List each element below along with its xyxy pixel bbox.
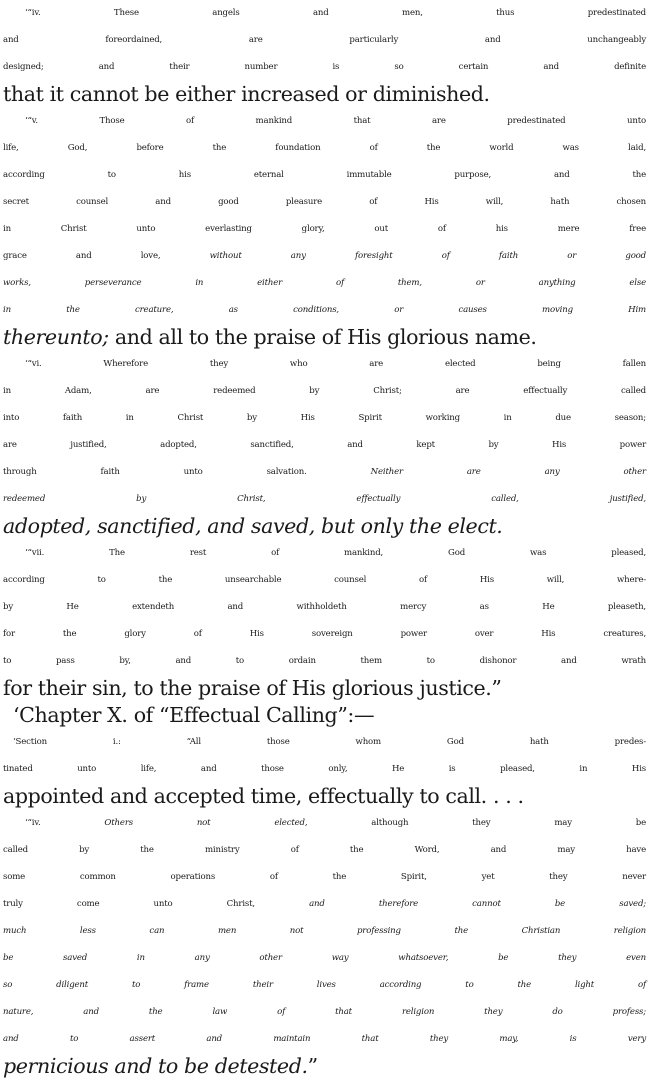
text-segment: secret counsel and good pleasure of His will, hath chosen	[3, 197, 646, 207]
text-line	[3, 811, 646, 835]
text-segment: through faith unto salvation.	[3, 467, 371, 477]
text-line	[3, 433, 646, 457]
text-segment-italic: without any foresight of faith or good	[209, 251, 646, 261]
text-segment: and all to the praise of His glorious name.	[108, 325, 537, 349]
text-segment: that it cannot be either increased or diminished.	[3, 82, 490, 106]
text-segment-italic: pernicious and to be detested.	[3, 1054, 308, 1078]
text-line	[3, 568, 646, 592]
text-segment: ‘“v. Those of mankind that are predestinated unto	[25, 116, 646, 126]
text-line	[3, 730, 646, 754]
text-segment-italic: thereunto;	[3, 325, 109, 349]
text-segment: for their sin, to the praise of His glorious justice.”	[3, 676, 502, 700]
text-line	[3, 703, 646, 727]
text-segment: some common operations of the Spirit, yet they never	[3, 872, 646, 882]
text-segment-italic: so diligent to frame their lives according to the light of	[3, 980, 646, 990]
text-segment: according to his eternal immutable purpose, and the	[3, 170, 646, 180]
text-segment: into faith in Christ by His Spirit working in due season;	[3, 413, 646, 423]
text-segment: ‘“iv.	[25, 818, 105, 828]
text-line	[3, 757, 646, 781]
text-line	[3, 622, 646, 646]
text-segment: ‘“iv. These angels and men, thus predestinated	[25, 8, 646, 18]
text-segment-italic: much less can men not professing the Christian religion	[3, 926, 646, 936]
text-line	[3, 460, 646, 484]
text-line	[3, 649, 646, 673]
text-line	[3, 82, 646, 106]
text-segment: although they may be	[307, 818, 647, 828]
text-segment: ‘Section i.: “All those whom God hath predes-	[13, 737, 646, 747]
text-line	[3, 838, 646, 862]
text-line	[3, 892, 646, 916]
text-segment-italic: works, perseverance in either of them, or anything else	[3, 278, 646, 288]
text-line	[3, 1000, 646, 1024]
text-line	[3, 406, 646, 430]
text-segment-italic: Others not elected,	[104, 818, 308, 828]
text-segment-italic: and therefore cannot be saved;	[309, 899, 647, 909]
text-segment: in Adam, are redeemed by Christ; are effectually called	[3, 386, 646, 396]
text-segment-italic: nature, and the law of that religion they do profess;	[3, 1007, 646, 1017]
text-line	[3, 325, 646, 349]
text-line	[3, 865, 646, 889]
text-line	[3, 1027, 646, 1051]
text-line	[3, 379, 646, 403]
text-line	[3, 217, 646, 241]
text-segment: grace and love,	[3, 251, 210, 261]
text-line	[3, 946, 646, 970]
text-segment: appointed and accepted time, effectually to call. . . .	[3, 784, 524, 808]
text-segment: according to the unsearchable counsel of His will, where-	[3, 575, 646, 585]
text-segment: ‘Chapter X. of “Effectual Calling”:—	[13, 703, 375, 727]
text-segment: in Christ unto everlasting glory, out of his mere free	[3, 224, 646, 234]
text-line	[3, 973, 646, 997]
text-line	[3, 676, 646, 700]
text-line	[3, 244, 646, 268]
text-line	[3, 271, 646, 295]
text-segment: ”	[307, 1054, 318, 1078]
text-line	[3, 919, 646, 943]
text-segment-italic: and to assert and maintain that they may, is very	[3, 1034, 646, 1044]
text-line	[3, 352, 646, 376]
text-line	[3, 1054, 646, 1078]
text-line	[3, 55, 646, 79]
text-segment: and foreordained, are particularly and unchangeably	[3, 35, 646, 45]
text-line	[3, 487, 646, 511]
text-line	[3, 28, 646, 52]
text-line	[3, 298, 646, 322]
text-line	[3, 136, 646, 160]
text-line	[3, 595, 646, 619]
text-segment: called by the ministry of the Word, and may have	[3, 845, 646, 855]
text-line	[3, 784, 646, 808]
text-segment-italic: adopted, sanctified, and saved, but only the elect.	[3, 514, 503, 538]
text-segment: for the glory of His sovereign power over His creatures,	[3, 629, 646, 639]
text-segment: by He extendeth and withholdeth mercy as He pleaseth,	[3, 602, 646, 612]
text-segment: tinated unto life, and those only, He is pleased, in His	[3, 764, 646, 774]
text-segment: to pass by, and to ordain them to dishonor and wrath	[3, 656, 646, 666]
text-segment: ‘“vii. The rest of mankind, God was pleased,	[25, 548, 646, 558]
text-line	[3, 1, 646, 25]
text-segment: are justified, adopted, sanctified, and kept by His power	[3, 440, 646, 450]
text-line	[3, 109, 646, 133]
text-segment-italic: be saved in any other way whatsoever, be they even	[3, 953, 646, 963]
text-line	[3, 163, 646, 187]
text-segment: truly come unto Christ,	[3, 899, 310, 909]
text-segment: ‘“vi. Wherefore they who are elected being fallen	[25, 359, 646, 369]
text-line	[3, 190, 646, 214]
text-segment-italic: Neither are any other	[370, 467, 646, 477]
text-segment-italic: redeemed by Christ, effectually called, justified,	[3, 494, 646, 504]
text-segment: life, God, before the foundation of the world was laid,	[3, 143, 646, 153]
text-segment-italic: in the creature, as conditions, or causes moving Him	[3, 305, 646, 315]
text-line	[3, 541, 646, 565]
text-segment: designed; and their number is so certain and definite	[3, 62, 646, 72]
text-line	[3, 514, 646, 538]
